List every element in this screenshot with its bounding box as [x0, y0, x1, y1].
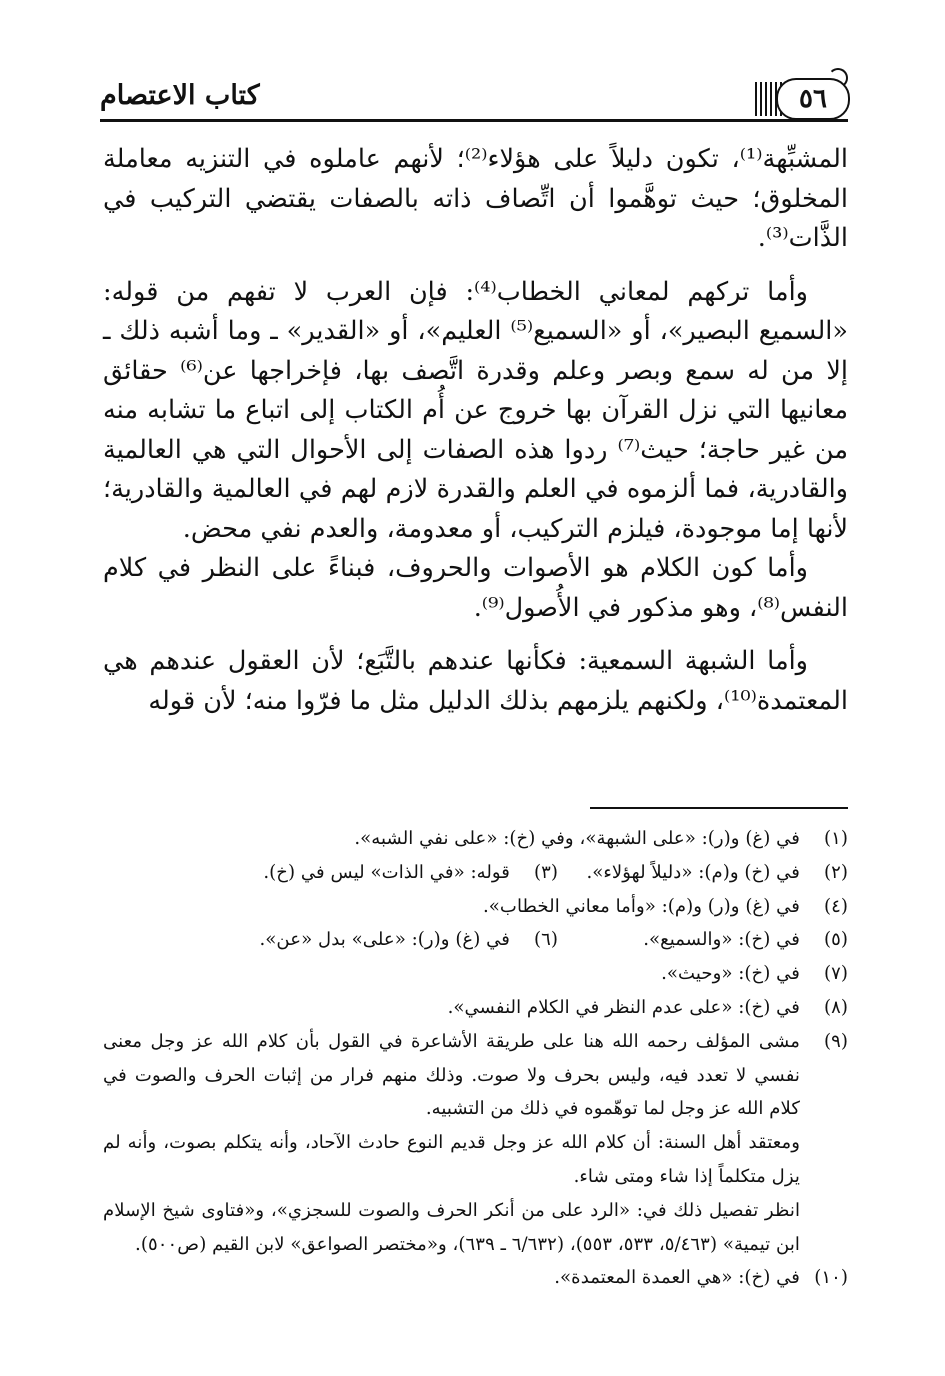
footnote-mark: (١٠): [814, 1267, 848, 1289]
footnote-9-line-3: انظر تفصيل ذلك في: «الرد على من أنكر الحرف والصوت للسجزي»، و«فتاوى شيخ الإسلام ابن تيمية» (٥/٤٦٣، ٥٣٣، ٥٥٣)، (٦/٦٣٢ ـ ٦٣٩)، و«مختصر الصواعق» لابن القيم (ص٥٠٠).: [103, 1199, 800, 1255]
page-number: ٥٦: [776, 78, 850, 120]
footnote-mark: (٢): [824, 861, 848, 883]
header-rule: [100, 119, 848, 122]
footnote-mark: (٦): [534, 929, 558, 951]
footnote-10: [103, 1261, 848, 1295]
paragraph-1: المشبِّهة⁽¹⁾، تكون دليلاً على هؤلاء⁽²⁾؛ لأنهم عاملوه في التنزيه معاملة المخلوق؛ حيث توهَّموا أن اتِّصاف ذاته بالصفات يقتضي التركيب في الذَّات⁽³⁾.: [103, 144, 848, 253]
footnote-mark: (٧): [824, 963, 848, 985]
paragraph-2: وأما تركهم لمعاني الخطاب⁽⁴⁾: فإن العرب لا تفهم من قوله: «السميع البصير»، أو «السميع⁽⁵⁾ العليم»، أو «القدير» ـ وما أشبه ذلك ـ إلا من له سمع وبصر وعلم وقدرة اتَّصف بها، فإخراجها عن⁽⁶⁾ حقائق معانيها التي نزل القرآن بها خروج عن أُم الكتاب إلى اتباع ما تشابه منه من غير حاجة؛ حيث⁽⁷⁾ ردوا هذه الصفات إلى الأحوال التي هي العالمية والقادرية، فما ألزموه في العلم والقدرة لازم لهم في العالمية والقادرية؛ لأنها إما موجودة، فيلزم التركيب، أو معدومة، والعدم نفي محض.: [103, 276, 849, 544]
footnote-text: في (خ): «والسميع».: [643, 929, 800, 951]
footnote-separator: [590, 807, 848, 809]
footnote-text: في (غ) و(ر): «على» بدل «عن».: [259, 929, 510, 951]
paragraph-3: وأما كون الكلام هو الأصوات والحروف، فبناءً على النظر في كلام النفس⁽⁸⁾، وهو مذكور في الأُصول⁽⁹⁾.: [103, 553, 848, 623]
footnote-row-5-6: [103, 923, 848, 957]
footnote-5: [558, 923, 848, 957]
main-text: [103, 140, 848, 721]
page-header: [100, 60, 848, 122]
footnote-mark: (٨): [824, 996, 848, 1018]
footnotes: [103, 822, 848, 1295]
footnote-text: في (غ) و(ر): «على الشبهة»، وفي (خ): «على نفي الشبه».: [354, 828, 800, 849]
footnote-9-line-1: مشى المؤلف رحمه الله هنا على طريقة الأشاعرة في القول بأن كلام الله عز وجل معنى نفسي لا تعدد فيه، وليس بحرف ولا صوت. وذلك منهم فرار من إثبات الحرف والصوت في كلام الله عز وجل لما توهّموه في ذلك من التشبيه.: [103, 1030, 800, 1120]
page-number-frame: [762, 70, 850, 116]
footnote-9-line-2: ومعتقد أهل السنة: أن كلام الله عز وجل قديم النوع حادث الآحاد، وأنه يتكلم بصوت، وأنه لم يزل متكلماً إذا شاء ومتى شاء.: [103, 1132, 800, 1187]
running-title: كتاب الاعتصام: [100, 80, 260, 111]
footnote-text: في (خ): «وحيث».: [661, 963, 800, 985]
footnote-mark: (٥): [824, 929, 848, 951]
footnote-7: [103, 957, 848, 991]
footnote-mark: (٩): [824, 1030, 848, 1052]
footnote-text: في (غ) و(ر) و(م): «وأما معاني الخطاب».: [482, 895, 800, 917]
footnote-mark: (١): [824, 828, 848, 849]
footnote-9: [103, 1025, 848, 1262]
footnote-1: [103, 822, 848, 856]
footnote-mark: (٣): [534, 861, 558, 883]
footnote-8: [103, 991, 848, 1025]
footnote-6: [259, 923, 558, 957]
footnote-mark: (٤): [824, 895, 848, 917]
footnote-4: [103, 890, 848, 924]
footnote-3: [263, 856, 558, 890]
footnote-2: [558, 856, 848, 890]
paragraph-4: وأما الشبهة السمعية: فكأنها عندهم بالتَّبَع؛ لأن العقول عندهم هي المعتمدة⁽¹⁰⁾، ولكنهم يلزمهم بذلك الدليل مثل ما فرّوا منه؛ لأن قوله: [103, 646, 848, 716]
footnote-row-2-3: [103, 856, 848, 890]
footnote-text: في (خ) و(م): «دليلاً لهؤلاء».: [586, 861, 800, 883]
footnote-text: في (خ): «على عدم النظر في الكلام النفسي».: [447, 996, 800, 1018]
footnote-9-body: [103, 1025, 800, 1262]
footnote-text: في (خ): «هي العمدة المعتمدة».: [554, 1267, 800, 1289]
footnote-text: قوله: «في الذات» ليس في (خ).: [263, 861, 510, 883]
